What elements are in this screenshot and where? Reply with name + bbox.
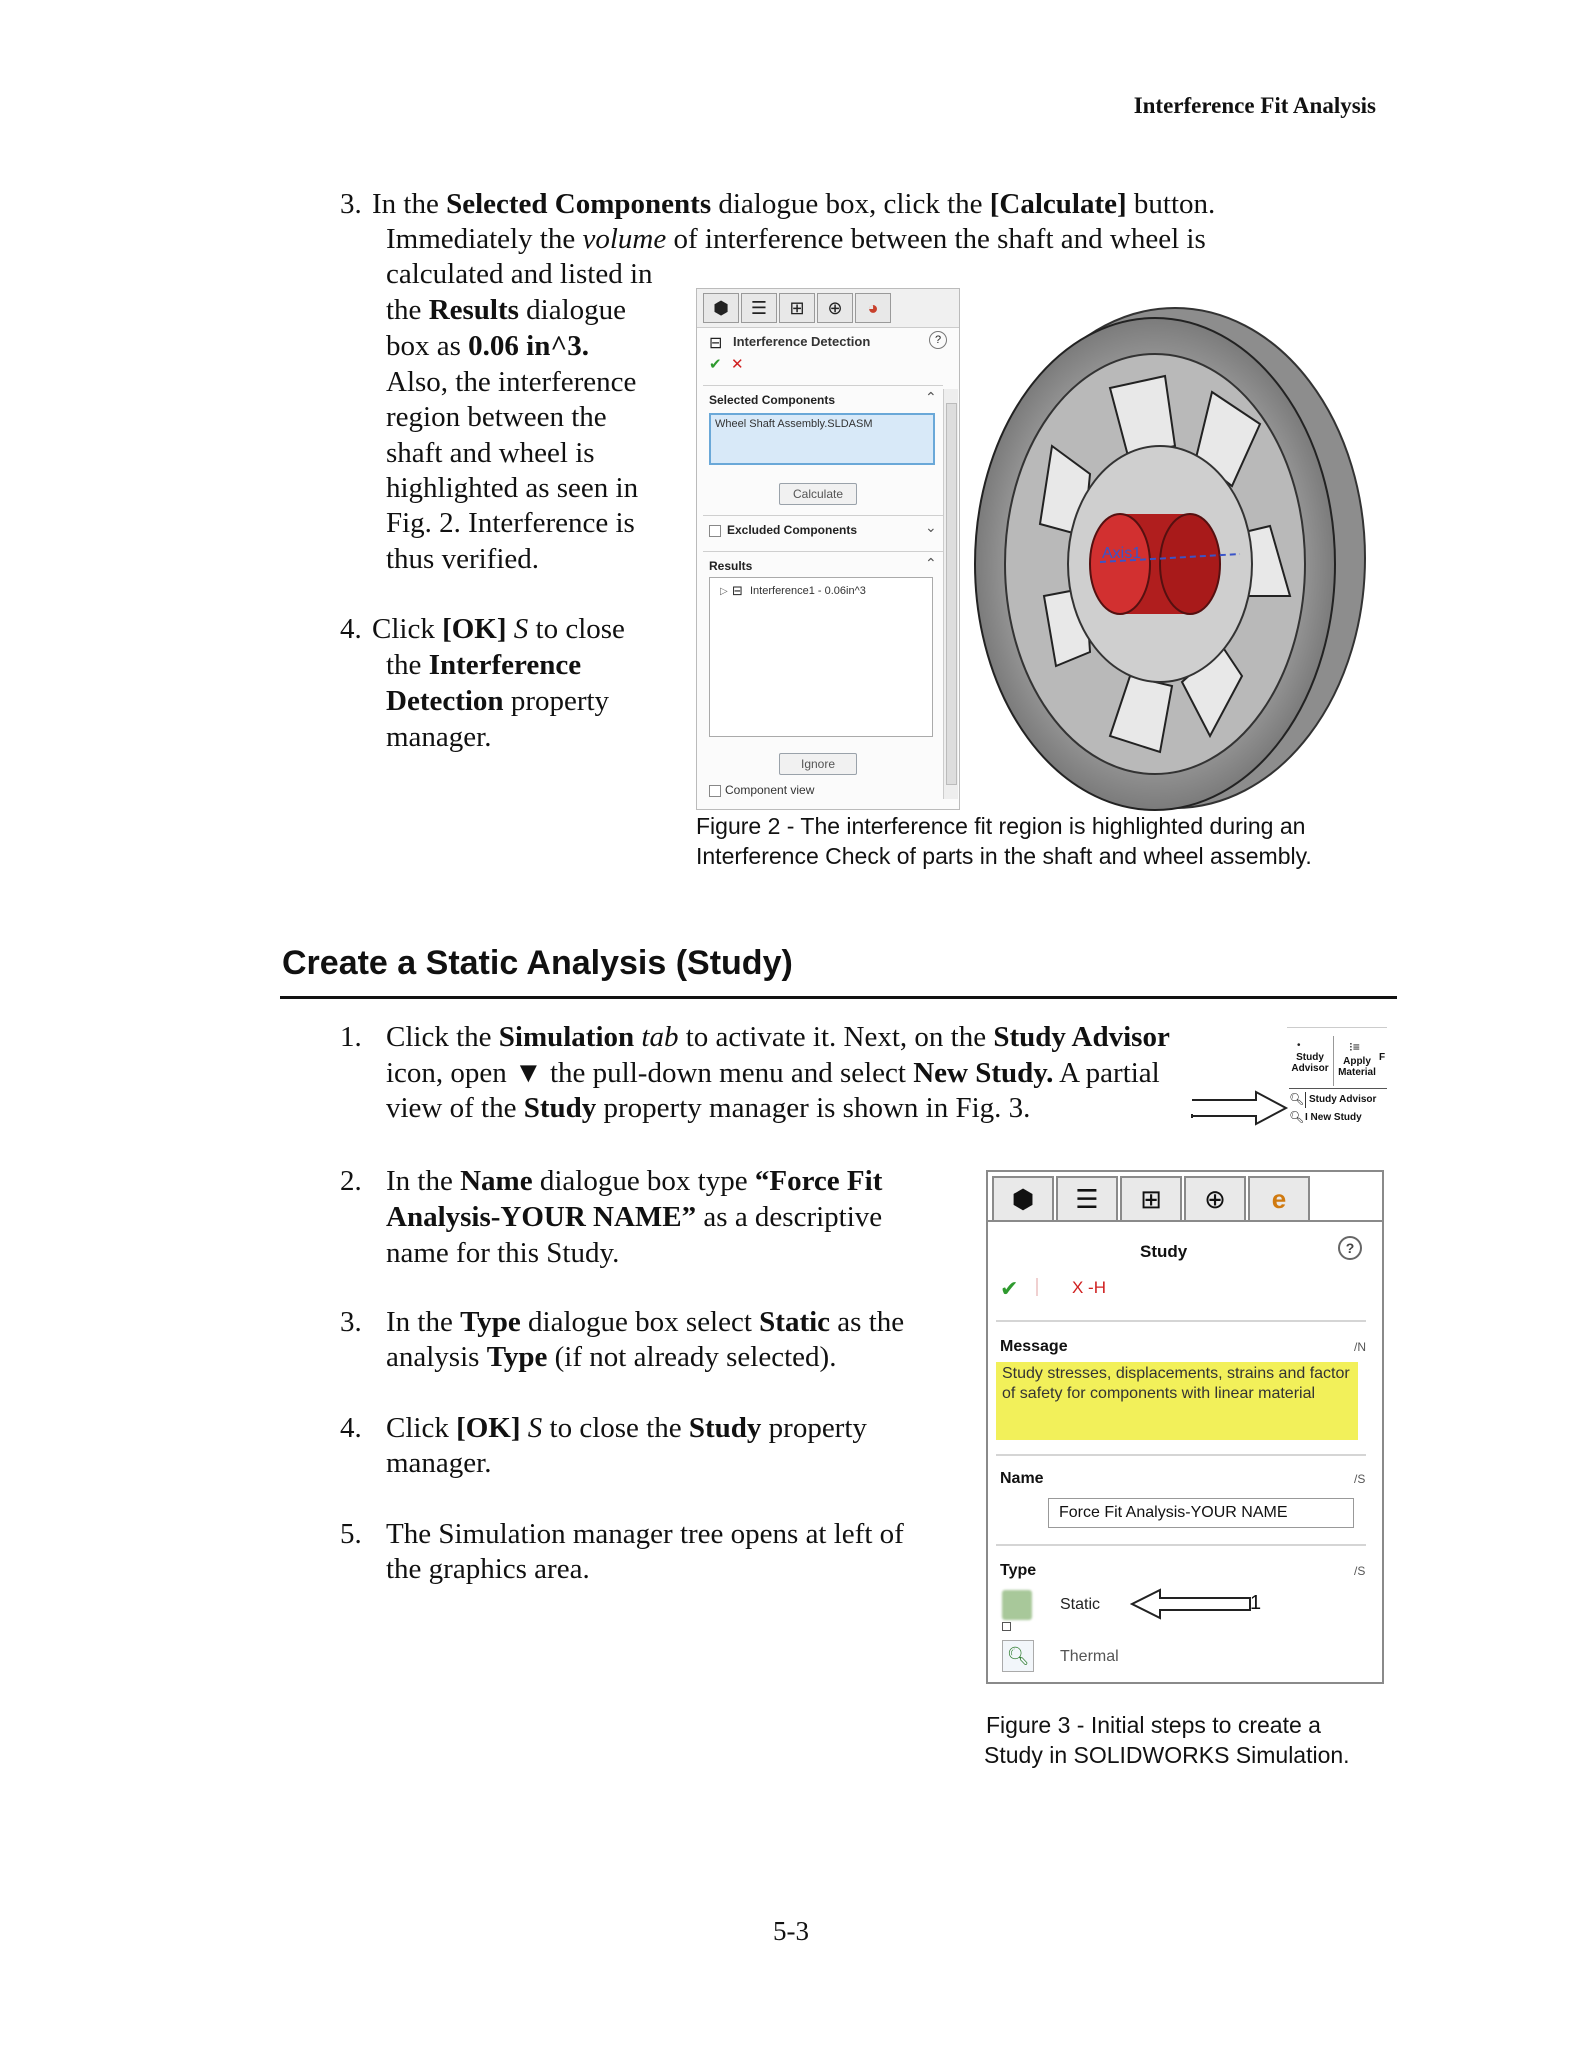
static-label[interactable]: Static	[1060, 1596, 1101, 1613]
divider	[1305, 1092, 1306, 1108]
dimxpert-icon[interactable]: ⊕	[1184, 1176, 1246, 1222]
divider	[996, 1544, 1366, 1546]
calculate-button[interactable]: Calculate	[779, 483, 857, 505]
text-bold: Name	[460, 1165, 533, 1197]
help-icon[interactable]: ?	[1338, 1236, 1362, 1260]
text: to close the	[542, 1412, 689, 1444]
divider	[703, 515, 943, 516]
study-name-value: Force Fit Analysis-YOUR NAME	[1059, 1504, 1288, 1521]
step-1-line-2	[386, 1055, 1160, 1091]
cancel-x-icon[interactable]: X -H	[1072, 1278, 1106, 1297]
text: as the	[830, 1306, 905, 1338]
text: box as	[386, 330, 469, 362]
component-view-checkbox[interactable]	[709, 785, 721, 797]
section-rule	[280, 996, 1397, 999]
chevron-up-icon[interactable]: ⌃	[925, 389, 937, 405]
text-bold: Detection	[386, 685, 504, 717]
running-header: Interference Fit Analysis	[1133, 93, 1376, 118]
text-bold: Study Advisor	[993, 1021, 1170, 1053]
step-3-line-10: Fig. 2. Interference is	[386, 507, 635, 539]
thermal-study-icon[interactable]: 🔍︎	[1002, 1640, 1034, 1672]
pm-title: Study	[1140, 1242, 1188, 1261]
selected-components-label: Selected Components	[709, 393, 836, 407]
text-bold: [Calculate]	[989, 188, 1127, 220]
text-italic: S	[506, 613, 529, 645]
step-5-line-1: The Simulation manager tree opens at left of	[386, 1518, 904, 1550]
step-3b-line-2	[386, 1339, 836, 1375]
step-4-line-2	[386, 647, 581, 683]
divider	[1289, 1088, 1387, 1089]
step-4-line-4: manager.	[386, 721, 492, 753]
text: to activate it. Next, on the	[678, 1021, 994, 1053]
results-label: Results	[709, 559, 753, 573]
text: Immediately the	[386, 223, 583, 255]
step-3-number: 3.	[340, 188, 362, 220]
step-3b-number: 3.	[340, 1306, 362, 1338]
text-bold: Static	[759, 1306, 831, 1338]
step-4-number: 4.	[340, 613, 362, 645]
text: In the	[386, 1306, 461, 1338]
step-2-line-2	[386, 1199, 882, 1235]
divider	[988, 1220, 1382, 1222]
shaft-end-right	[1160, 514, 1220, 614]
text-bold: New Study.	[913, 1057, 1054, 1089]
step-4b-line-1	[386, 1410, 867, 1446]
step-3-line-6: Also, the interference	[386, 366, 637, 398]
text: dialogue box select	[520, 1306, 760, 1338]
step-2-number: 2.	[340, 1165, 362, 1197]
thermal-label[interactable]: Thermal	[1060, 1648, 1119, 1665]
text: dialogue box type	[532, 1165, 755, 1197]
step-1-line-3	[386, 1090, 1030, 1126]
text: A partial	[1053, 1057, 1160, 1089]
message-box	[996, 1362, 1358, 1440]
text: In the	[386, 1165, 461, 1197]
selected-components-list[interactable]	[709, 413, 935, 465]
text-bold: Interference	[428, 649, 582, 681]
step-2-line-1	[386, 1163, 882, 1199]
text-bold: Simulation	[498, 1021, 635, 1053]
figure-3-caption-line-2: Study in SOLIDWORKS Simulation.	[984, 1742, 1350, 1768]
result-item[interactable]: Interference1 - 0.06in^3	[750, 585, 866, 597]
figure-2-caption-line-1: Figure 2 - The interference fit region is highlighted during an	[696, 813, 1306, 839]
collapse-glyph[interactable]: /N	[1354, 1340, 1366, 1354]
step-3-line-3: calculated and listed in	[386, 258, 653, 290]
study-advisor-button[interactable]: Study Advisor	[1291, 1052, 1329, 1074]
property-manager-icon[interactable]: ☰	[1056, 1176, 1118, 1222]
text-italic: volume	[582, 223, 667, 255]
ok-check-icon[interactable]: ✔	[709, 356, 722, 373]
step-3-line-7: region between the	[386, 401, 607, 433]
excluded-checkbox[interactable]	[709, 525, 721, 537]
collapse-glyph[interactable]: /S	[1354, 1564, 1366, 1578]
cancel-x-icon[interactable]: ✕	[731, 356, 744, 373]
section-title: Create a Static Analysis (Study)	[282, 944, 793, 982]
static-study-icon[interactable]	[1002, 1590, 1032, 1620]
step-4-line-3	[386, 683, 609, 719]
interference-icon: ⊟	[709, 335, 723, 352]
interference-detection-panel	[696, 288, 960, 810]
step-4b-line-2: manager.	[386, 1447, 492, 1479]
text-bold: [OK]	[456, 1412, 521, 1444]
study-advisor-toolbar-snippet	[1287, 1027, 1387, 1132]
feature-manager-icon[interactable]: ⬢	[992, 1176, 1054, 1222]
divider	[1333, 1036, 1334, 1086]
display-manager-icon[interactable]: ◕	[855, 293, 891, 323]
feature-manager-icon[interactable]: ⬢	[703, 293, 739, 323]
callout-number: 1	[1250, 1592, 1262, 1614]
text-bold: Study	[688, 1412, 762, 1444]
message-label: Message	[1000, 1338, 1068, 1355]
step-5-line-2: the graphics area.	[386, 1553, 590, 1585]
divider	[1036, 1278, 1038, 1296]
step-3-line-2	[386, 221, 1206, 257]
list-item[interactable]: Wheel Shaft Assembly.SLDASM	[715, 418, 873, 430]
new-study-icon: 🔍︎	[1289, 1110, 1305, 1124]
step-1-number: 1.	[340, 1021, 362, 1053]
divider	[703, 385, 943, 386]
text-bold: Study	[523, 1092, 597, 1124]
step-3-line-1	[372, 186, 1215, 222]
text: property	[503, 685, 610, 717]
collapse-glyph[interactable]: /S	[1354, 1472, 1366, 1486]
wheel-assembly-image	[960, 296, 1370, 816]
menu-study-advisor[interactable]: Study Advisor	[1309, 1094, 1377, 1105]
divider	[996, 1320, 1366, 1322]
text: In the	[372, 188, 447, 220]
step-5-number: 5.	[340, 1518, 362, 1550]
text: Click	[386, 1412, 457, 1444]
step-3-line-4	[386, 292, 626, 328]
figure-2-caption-line-2: Interference Check of parts in the shaft and wheel assembly.	[696, 843, 1312, 869]
truncated-button: F	[1379, 1052, 1386, 1063]
step-3-line-11: thus verified.	[386, 543, 540, 575]
component-view-label: Component view	[725, 783, 815, 797]
text-bold: “Force Fit	[754, 1165, 883, 1197]
text: (if not already selected).	[547, 1341, 837, 1373]
text: to close	[528, 613, 625, 645]
text-italic: tab	[634, 1021, 679, 1053]
property-manager-icon[interactable]: ☰	[741, 293, 777, 323]
text-italic: S	[520, 1412, 543, 1444]
step-3-line-9: highlighted as seen in	[386, 472, 639, 504]
help-icon[interactable]: ?	[929, 331, 947, 349]
step-4-line-1	[372, 611, 625, 647]
pm-toolbar	[697, 289, 959, 328]
study-name-input[interactable]	[1048, 1498, 1354, 1528]
text: analysis	[386, 1341, 487, 1373]
text: the	[386, 649, 429, 681]
divider	[996, 1454, 1366, 1456]
apply-material-button[interactable]: Apply Material	[1338, 1056, 1376, 1078]
type-label: Type	[1000, 1562, 1037, 1579]
text: property	[761, 1412, 867, 1444]
text: Click	[372, 613, 443, 645]
text: icon, open ▼ the pull-down menu and select	[386, 1057, 914, 1089]
text-bold: [OK]	[442, 613, 507, 645]
arrow-pointer-icon	[1190, 1088, 1290, 1128]
magnifier-icon: 🔍︎	[1289, 1092, 1305, 1106]
step-3-line-8: shaft and wheel is	[386, 437, 595, 469]
text: of interference between the shaft and wheel is	[666, 223, 1206, 255]
text-bold: Selected Components	[446, 188, 712, 220]
display-manager-icon[interactable]: e	[1248, 1176, 1310, 1222]
ignore-button[interactable]: Ignore	[779, 753, 857, 775]
text: property manager is shown in Fig. 3.	[596, 1092, 1031, 1124]
results-list[interactable]	[709, 577, 933, 737]
callout-arrow-icon	[1130, 1584, 1266, 1624]
shaft-end-left	[1090, 514, 1150, 614]
pm-title: Interference Detection	[733, 334, 871, 349]
text-bold: Type	[460, 1306, 521, 1338]
configuration-manager-icon[interactable]: ⊞	[1120, 1176, 1182, 1222]
text-bold: 0.06 in^3.	[468, 330, 589, 362]
menu-new-study[interactable]: I New Study	[1305, 1112, 1362, 1123]
interference-icon: ⊟	[732, 583, 743, 598]
scrollbar[interactable]	[943, 389, 958, 799]
text-bold: Analysis-YOUR NAME”	[386, 1201, 697, 1233]
scrollbar-thumb[interactable]	[946, 403, 957, 785]
chevron-down-icon[interactable]: ⌄	[925, 519, 937, 535]
step-3-line-5	[386, 328, 589, 364]
step-1-line-1	[386, 1019, 1170, 1055]
text: as a descriptive	[696, 1201, 883, 1233]
figure-3-caption-line-1: Figure 3 - Initial steps to create a	[986, 1712, 1321, 1738]
text: Click the	[386, 1021, 499, 1053]
step-4b-number: 4.	[340, 1412, 362, 1444]
text: the	[386, 294, 429, 326]
text-bold: Type	[486, 1341, 548, 1373]
chevron-up-icon[interactable]: ⌃	[925, 555, 937, 571]
expand-arrow-icon[interactable]: ▷	[720, 586, 728, 597]
excluded-components-label: Excluded Components	[727, 523, 858, 537]
axis-label: Axis1	[1102, 545, 1142, 562]
apply-material-icon: ⁝≡	[1349, 1040, 1360, 1054]
name-label: Name	[1000, 1470, 1044, 1487]
step-2-line-3: name for this Study.	[386, 1237, 620, 1269]
page-number: 5-3	[773, 1916, 809, 1946]
text: view of the	[386, 1092, 524, 1124]
text-bold: Results	[428, 294, 519, 326]
arrow-shape	[1132, 1590, 1250, 1618]
study-property-manager-panel	[986, 1170, 1384, 1684]
dot-icon: •	[1297, 1040, 1301, 1051]
arrow-shape	[1192, 1092, 1286, 1124]
dimxpert-icon[interactable]: ⊕	[817, 293, 853, 323]
configuration-manager-icon[interactable]: ⊞	[779, 293, 815, 323]
text: dialogue	[518, 294, 627, 326]
ok-check-icon[interactable]: ✔	[1000, 1276, 1019, 1301]
text: dialogue box, click the	[711, 188, 990, 220]
message-text: Study stresses, displacements, strains and factor of safety for components with linear material	[1002, 1365, 1350, 1402]
static-radio[interactable]	[1002, 1622, 1011, 1631]
step-3b-line-1	[386, 1304, 904, 1340]
divider	[703, 551, 943, 552]
text: button.	[1126, 188, 1216, 220]
